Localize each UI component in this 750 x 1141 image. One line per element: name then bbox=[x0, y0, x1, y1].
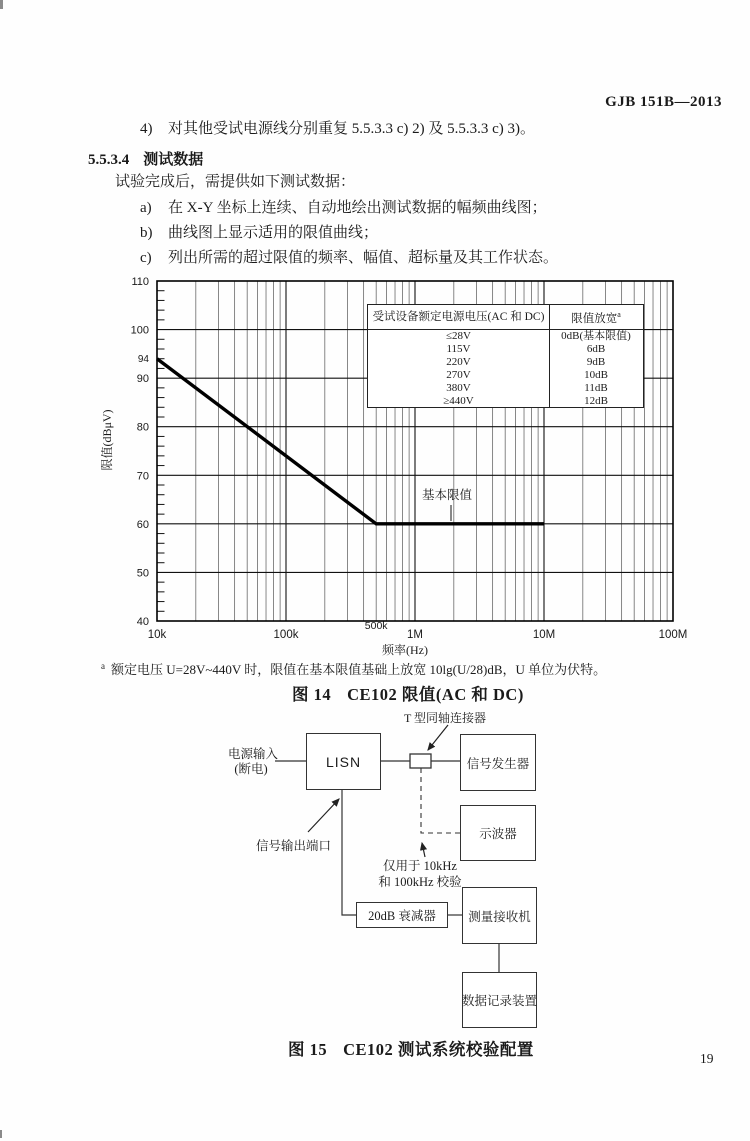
list-item-label: 4) bbox=[140, 121, 153, 137]
x-tick-label: 10k bbox=[147, 629, 167, 641]
figure15-diagram bbox=[220, 705, 560, 1035]
y-tick-label: 100 bbox=[130, 324, 149, 337]
figure14-caption-title: CE102 限值(AC 和 DC) bbox=[347, 685, 524, 704]
y-tick-label: 50 bbox=[136, 567, 149, 580]
voltage-cell: 115V bbox=[446, 343, 471, 355]
figure15-caption-title: CE102 测试系统校验配置 bbox=[343, 1040, 534, 1059]
cal-note-arrow bbox=[422, 843, 425, 857]
voltage-cell: 220V bbox=[446, 356, 471, 368]
table-header-footnote-marker: a bbox=[617, 310, 621, 320]
figure15-caption-number: 图 15 bbox=[288, 1040, 328, 1059]
y-tick-label: 110 bbox=[131, 276, 149, 288]
table-column-divider bbox=[549, 305, 550, 407]
y-tick-label: 80 bbox=[136, 421, 149, 434]
table-row bbox=[368, 343, 643, 356]
lettered-item-a bbox=[140, 200, 547, 217]
x-axis-title: 频率(Hz) bbox=[382, 643, 428, 657]
voltage-cell: ≤28V bbox=[446, 330, 471, 342]
relaxation-cell: 9dB bbox=[586, 356, 606, 368]
cal-note-line2: 和 100kHz 校验 bbox=[378, 875, 462, 889]
measurement-receiver-box: 测量接收机 bbox=[462, 887, 537, 944]
lisn-to-attenuator-line bbox=[342, 790, 356, 915]
signal-output-arrow bbox=[308, 799, 339, 832]
x-tick-label: 100M bbox=[658, 629, 688, 641]
numbered-list-item-4 bbox=[140, 121, 535, 138]
list-item-text: 对其他受试电源线分别重复 5.5.3.3 c) 2) 及 5.5.3.3 c) 3)。 bbox=[168, 121, 536, 137]
relaxation-cell: 12dB bbox=[584, 395, 608, 407]
table-row bbox=[368, 382, 643, 395]
table-body bbox=[368, 330, 643, 408]
lisn-box: LISN bbox=[306, 733, 381, 790]
voltage-cell: 380V bbox=[446, 382, 471, 394]
table-header-voltage: 受试设备额定电源电压(AC 和 DC) bbox=[372, 310, 545, 323]
list-item-text: 曲线图上显示适用的限值曲线； bbox=[168, 225, 379, 241]
cal-note-line1: 仅用于 10kHz bbox=[383, 859, 457, 873]
section-title: 测试数据 bbox=[143, 152, 204, 168]
y-tick-label: 60 bbox=[136, 518, 149, 531]
figure15-caption bbox=[288, 1036, 534, 1060]
section-number: 5.5.3.4 bbox=[88, 152, 130, 168]
calibration-note-label bbox=[370, 858, 470, 890]
footnote-text: 额定电压 U=28V~440V 时，限值在基本限值基础上放宽 10lg(U/28)dB，U 单位为伏特。 bbox=[111, 662, 607, 677]
y-tick-label: 40 bbox=[136, 616, 149, 628]
dashed-scope-line bbox=[421, 768, 460, 833]
list-item-label: a) bbox=[140, 200, 152, 216]
y-axis-title: 限值(dBμV) bbox=[100, 409, 114, 471]
x-tick-label: 100k bbox=[273, 629, 299, 641]
x-tick-label: 500k bbox=[364, 620, 388, 632]
lettered-item-b bbox=[140, 225, 378, 242]
limit-relaxation-table bbox=[367, 304, 644, 408]
signal-output-label: 信号输出端口 bbox=[256, 839, 332, 853]
voltage-cell: ≥440V bbox=[443, 395, 474, 407]
table-row bbox=[368, 330, 643, 343]
attenuator-box: 20dB 衰减器 bbox=[356, 902, 448, 928]
document-number: GJB 151B—2013 bbox=[605, 94, 722, 110]
list-item-label: c) bbox=[140, 250, 152, 266]
figure14-caption-number: 图 14 bbox=[292, 685, 332, 704]
footnote-marker: a bbox=[101, 660, 105, 671]
intro-text: 试验完成后，需提供如下测试数据： bbox=[115, 174, 356, 190]
footnote-a bbox=[101, 659, 606, 678]
oscilloscope-box: 示波器 bbox=[460, 805, 536, 861]
table-row bbox=[368, 395, 643, 408]
lettered-item-c bbox=[140, 250, 558, 267]
scan-artifact-bottom-left bbox=[0, 1130, 2, 1138]
power-input-label bbox=[228, 747, 279, 777]
t-connector-label: T 型同轴连接器 bbox=[403, 711, 487, 725]
x-tick-label: 1M bbox=[407, 629, 423, 641]
basic-limit-annotation: 基本限值 bbox=[421, 488, 473, 502]
power-input-line2: (断电) bbox=[234, 762, 268, 776]
table-header-relaxation bbox=[549, 308, 643, 326]
x-tick-label: 10M bbox=[532, 629, 556, 641]
t-connector-box bbox=[410, 754, 431, 768]
y-extra-label: 94 bbox=[137, 354, 149, 366]
list-item-text: 在 X-Y 坐标上连续、自动地绘出测试数据的幅频曲线图； bbox=[168, 200, 547, 216]
figure14-chart bbox=[95, 272, 715, 664]
power-input-line1: 电源输入 bbox=[228, 747, 279, 761]
relaxation-cell: 10dB bbox=[584, 369, 608, 381]
voltage-cell: 270V bbox=[446, 369, 471, 381]
list-item-label: b) bbox=[140, 225, 153, 241]
figure14-caption bbox=[292, 681, 524, 705]
page-number: 19 bbox=[700, 1051, 714, 1066]
signal-generator-box: 信号发生器 bbox=[460, 734, 536, 791]
y-tick-label: 90 bbox=[136, 373, 149, 386]
relaxation-cell: 6dB bbox=[586, 343, 606, 355]
relaxation-cell: 11dB bbox=[584, 382, 608, 394]
data-recorder-box: 数据记录装置 bbox=[462, 972, 537, 1028]
t-connector-arrow bbox=[428, 725, 448, 750]
table-header-relaxation-text: 限值放宽 bbox=[571, 312, 618, 325]
section-heading bbox=[88, 148, 203, 169]
scan-artifact-top-left bbox=[0, 0, 3, 9]
table-row bbox=[368, 356, 643, 369]
y-tick-label: 70 bbox=[136, 470, 149, 483]
relaxation-cell: 0dB(基本限值) bbox=[561, 330, 631, 342]
list-item-text: 列出所需的超过限值的频率、幅值、超标量及其工作状态。 bbox=[168, 250, 559, 266]
table-row bbox=[368, 369, 643, 382]
table-header-row bbox=[368, 305, 643, 330]
